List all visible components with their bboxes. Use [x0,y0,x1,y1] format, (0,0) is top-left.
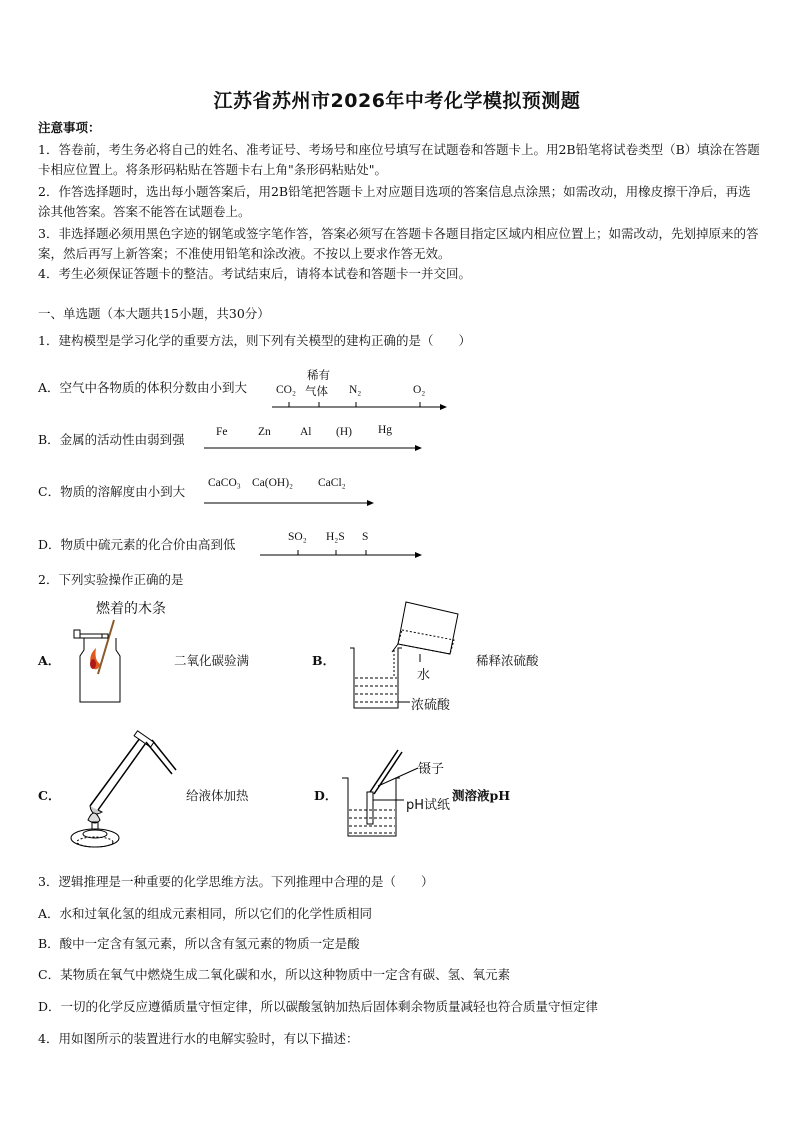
q3-option-c: C．某物质在氧气中燃烧生成二氧化碳和水，所以这种物质中一定含有碳、氢、氧元素 [38,967,511,982]
q2d-note-paper: pH试纸 [406,798,451,813]
q2-option-c-caption: 给液体加热 [186,788,249,803]
q2a-note-wood: 燃着的木条 [96,601,166,617]
q1b-mark-hg: Hg [378,424,393,436]
notice-item-4: 4．考生必须保证答题卡的整洁。考试结束后，请将本试卷和答题卡一并交回。 [38,266,471,281]
q2-option-c-letter: C． [38,788,61,803]
q1d-mark-h2s: H₂S [326,531,345,543]
q2-option-b-caption: 稀释浓硫酸 [476,653,539,668]
q1-option-c-label: C．物质的溶解度由小到大 [38,484,186,499]
q2-option-a-letter: A． [38,653,61,668]
q1c-mark-caco3: CaCO₃ [208,477,241,489]
q1a-mark-rare-1: 稀有 [307,370,330,382]
q2b-note-acid: 浓硫酸 [411,698,451,713]
notice-item-3: 3．非选择题必须用黑色字迹的钢笔或签字笔作答，答案必须写在答题卡各题目指定区域内相应位置上；如需改动，先划掉原来的答案，然后再写上新答案；不准使用铅笔和涂改液。不按以上要求作答无效。 [38,226,759,261]
section-heading: 一、单选题（本大题共15小题，共30分） [38,306,270,321]
q1-option-c-arrow [204,498,374,508]
q1-option-a-label: A．空气中各物质的体积分数由小到大 [38,380,248,395]
q2-option-d-caption: 测溶液pH [452,788,511,803]
question-2-stem: 2．下列实验操作正确的是 [38,572,184,587]
q1b-mark-zn: Zn [258,426,271,438]
question-1-stem: 1．建构模型是学习化学的重要方法，则下列有关模型的建构正确的是（ ） [38,333,471,348]
q1a-mark-rare-2: 气体 [305,386,328,398]
q1c-mark-caoh2: Ca(OH)₂ [252,477,294,489]
notice-item-2: 2．作答选择题时，选出每小题答案后，用2B铅笔把答题卡上对应题目选项的答案信息点涂黑；如需改动，用橡皮擦干净后，再选涂其他答案。答案不能答在试题卷上。 [38,184,751,219]
q1d-mark-s: S [362,531,369,543]
q1-option-d-arrow [260,550,422,560]
q1-option-b-label: B．金属的活动性由弱到强 [38,432,185,447]
q2d-note-tweezers: 镊子 [418,762,445,777]
q2c-heating-figure [62,734,182,852]
q1a-mark-n2: N₂ [349,384,362,396]
q2-option-b-letter: B． [312,653,336,668]
q1-option-d-label: D．物质中硫元素的化合价由高到低 [38,537,236,552]
q2b-note-water: 水 [417,668,431,683]
q1b-mark-al: Al [300,426,312,438]
notice-item-1: 1．答卷前，考生务必将自己的姓名、准考证号、考场号和座位号填写在试题卷和答题卡上。用2B铅笔将试卷类型（B）填涂在答题卡相应位置上。将条形码粘贴在答题卡右上角"条形码粘贴处"。 [38,142,760,177]
question-4-stem: 4．用如图所示的装置进行水的电解实验时，有以下描述： [38,1031,359,1046]
q1-option-b-arrow [204,443,422,453]
q1a-mark-o2: O₂ [413,384,426,396]
q1c-mark-cacl2: CaCl₂ [318,477,346,489]
q2a-gas-bottle-figure [70,616,130,706]
q3-option-a: A．水和过氧化氢的组成元素相同，所以它们的化学性质相同 [38,906,373,921]
notice-heading: 注意事项： [38,120,101,135]
q1b-mark-h: (H) [336,426,352,438]
question-3-stem: 3．逻辑推理是一种重要的化学思维方法。下列推理中合理的是（ ） [38,874,434,889]
q3-option-d: D．一切的化学反应遵循质量守恒定律，所以碳酸氢钠加热后固体剩余物质量减轻也符合质量守恒定律 [38,999,599,1014]
q1d-mark-so2: SO₂ [288,531,307,543]
q1-option-a-arrow [272,402,447,412]
q2-option-d-letter: D． [314,788,338,803]
page-title: 江苏省苏州市2026年中考化学模拟预测题 [213,90,581,112]
q3-option-b: B．酸中一定含有氢元素，所以含有氢元素的物质一定是酸 [38,936,360,951]
q1a-mark-co2: CO₂ [276,384,296,396]
q1b-mark-fe: Fe [216,426,228,438]
q2-option-a-caption: 二氧化碳验满 [174,653,250,668]
